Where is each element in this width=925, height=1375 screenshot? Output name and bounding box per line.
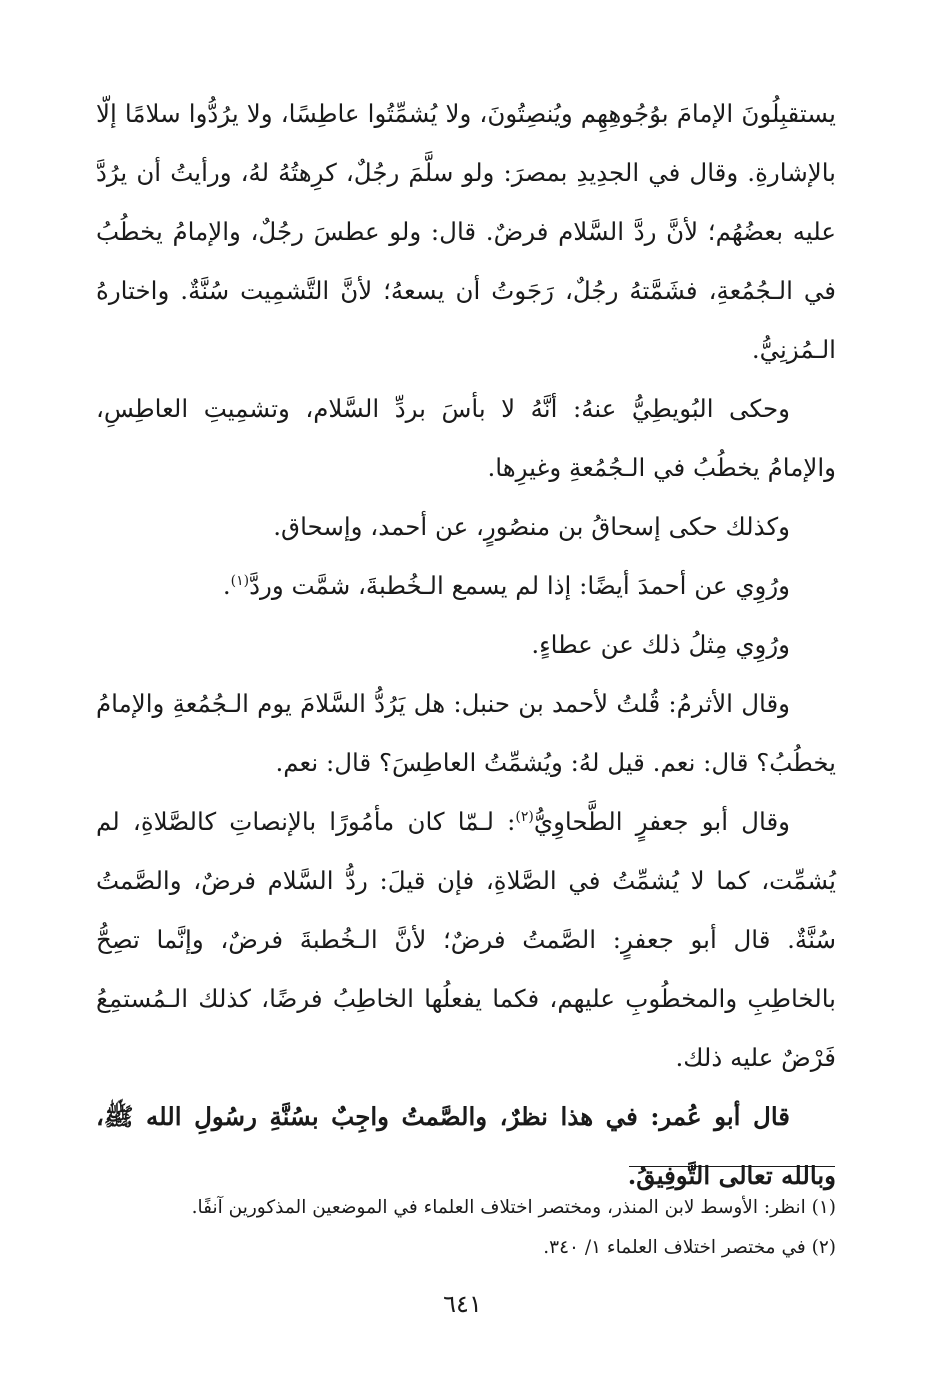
footnote-divider (629, 1166, 835, 1167)
footnotes (96, 1188, 836, 1268)
paragraph-4 (96, 556, 836, 615)
page-body (96, 84, 836, 1205)
footnote-2: (٢) في مختصر اختلاف العلماء ١/ ٣٤٠. (543, 1237, 836, 1258)
paragraph-6: وقال الأثرمُ: قُلتُ لأحمد بن حنبل: هل يَرُدُّ السَّلامَ يوم الـجُمُعةِ والإمامُ يخطُبُ؟ قال: نعم. قيل لهُ: ويُشمِّتُ العاطِسَ؟ قال: نعم. (96, 689, 836, 777)
speaker-label: قال أبو عُمر: (650, 1102, 791, 1131)
paragraph-7 (96, 792, 836, 1087)
paragraph-4-end: . (222, 571, 231, 600)
footnote-reference-1[interactable]: (١) (230, 572, 250, 589)
paragraph-5: ورُوِي مِثلُ ذلك عن عطاءٍ. (531, 630, 790, 659)
paragraph-8-end: وبالله تعالى التَّوفِيقُ. (627, 1161, 836, 1190)
page-number: ٦٤١ (443, 1290, 482, 1318)
footnote-1: (١) انظر: الأوسط لابن المنذر، ومختصر اختلاف العلماء في الموضعين المذكورين آنفًا. (191, 1197, 836, 1218)
paragraph-1: يستقبِلُونَ الإمامَ بوُجُوهِهِم ويُنصِتُونَ، ولا يُشمِّتُوا عاطِسًا، ولا يرُدُّوا سلامًا إلّا بالإشارةِ. وقال في الجدِيدِ بمصرَ: ولو سلَّمَ رجُلٌ، كرِهتُهُ لهُ، ورأيتُ أن يرُدَّ عليه بعضُهُم؛ لأنَّ ردَّ السَّلام فرضٌ. قال: ولو عطسَ رجُلٌ، والإمامُ يخطُبُ في الـجُمُعةِ، فشَمَّتهُ رجُلٌ، رَجَوتُ أن يسعهُ؛ لأنَّ التَّشمِيت سُنَّةٌ. واختارهُ الـمُزنِيُّ. (96, 99, 836, 364)
paragraph-2: وحكى البُويطِيُّ عنهُ: أنَّهُ لا بأسَ بردِّ السَّلام، وتشمِيتِ العاطِسِ، والإمامُ يخطُبُ في الـجُمُعةِ وغيرِها. (96, 394, 836, 482)
paragraph-8-text: في هذا نظرٌ، والصَّمتُ واجِبٌ بسُنَّةِ رسُولِ الله ﷺ، (96, 1102, 651, 1131)
paragraph-7-start: وقال أبو جعفرٍ الطَّحاوِيُّ (533, 807, 790, 836)
paragraph-3: وكذلك حكى إسحاقُ بن منصُورٍ، عن أحمد، وإسحاق. (273, 512, 790, 541)
paragraph-4-text: ورُوِي عن أحمدَ أيضًا: إذا لم يسمع الـخُطبةَ، شمَّت وردَّ (249, 571, 790, 600)
paragraph-7-rest: : لـمّا كان مأمُورًا بالإنصاتِ كالصَّلاةِ، لم يُشمِّت، كما لا يُشمِّتُ في الصَّلاةِ، فإن قيلَ: ردُّ السَّلام فرضٌ، والصَّمتُ سُنَّةٌ. قال أبو جعفرٍ: الصَّمتُ فرضٌ؛ لأنَّ الـخُطبةَ فرضٌ، وإنَّما تصِحُّ بالخاطِبِ والمخطُوبِ عليهم، فكما يفعلُها الخاطِبُ فرضًا، كذلك الـمُستمِعُ فَرْضٌ عليه ذلك. (96, 807, 836, 1072)
footnote-reference-2[interactable]: (٢) (515, 808, 534, 825)
